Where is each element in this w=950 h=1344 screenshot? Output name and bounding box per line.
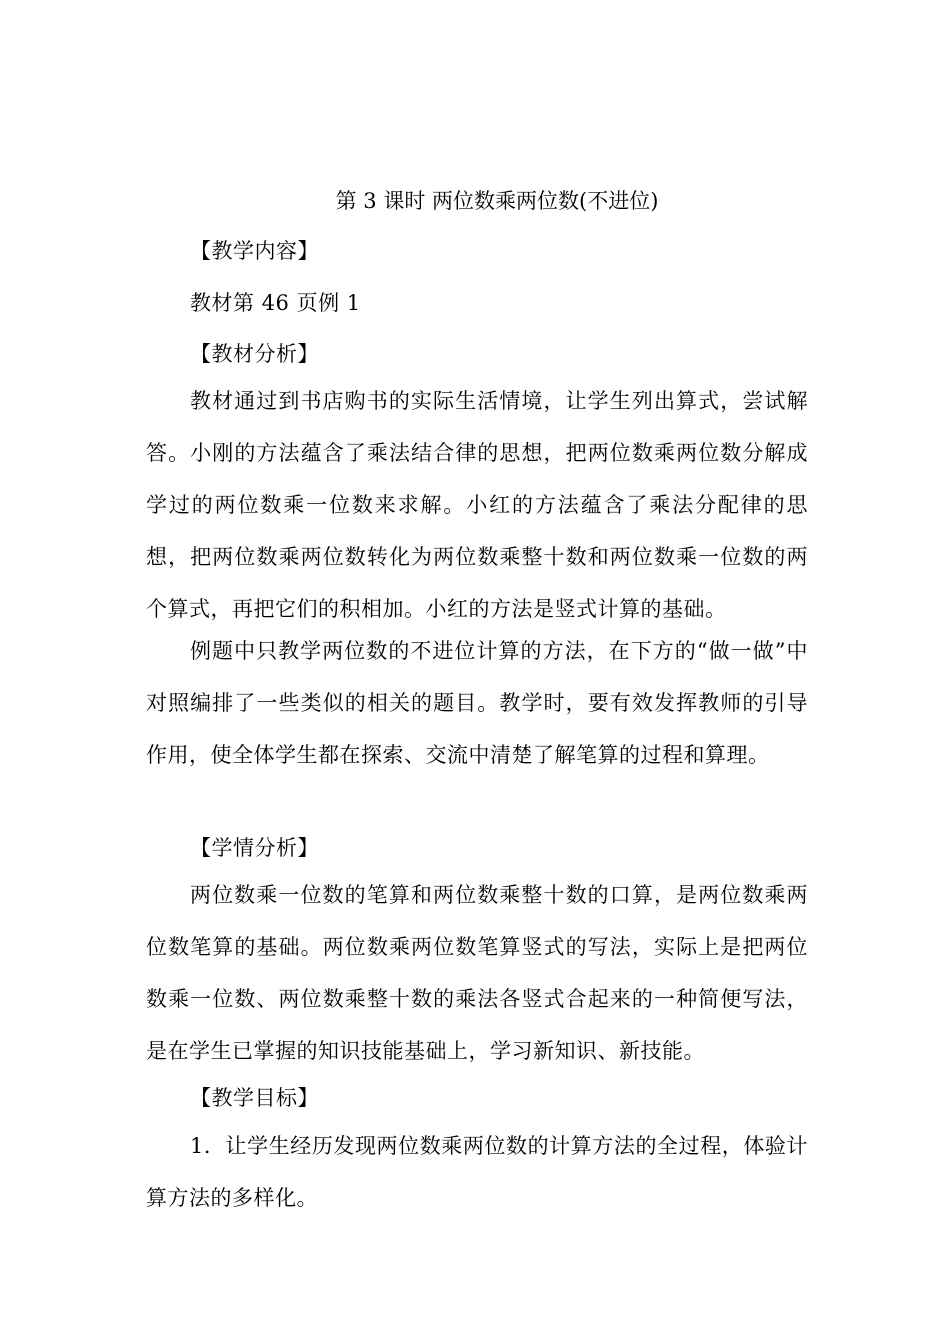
- learning-situation-paragraph: 两位数乘一位数的笔算和两位数乘整十数的口算，是两位数乘两位数笔算的基础。两位数乘两位数笔算竖式的写法，实际上是把两位数乘一位数、两位数乘整十数的乘法各竖式合起来的一种简便写法，是在学生已掌握的知识技能基础上，学习新知识、新技能。: [146, 883, 808, 1063]
- section-heading-teaching-content: 【教学内容】: [190, 239, 319, 263]
- textbook-analysis-paragraph-1: 教材通过到书店购书的实际生活情境，让学生列出算式，尝试解答。小刚的方法蕴含了乘法结合律的思想，把两位数乘两位数分解成学过的两位数乘一位数来求解。小红的方法蕴含了乘法分配律的思想，把两位数乘两位数转化为两位数乘整十数和两位数乘一位数的两个算式，再把它们的积相加。小红的方法是竖式计算的基础。: [146, 389, 808, 621]
- section-heading-textbook-analysis: 【教材分析】: [190, 342, 319, 366]
- textbook-analysis-paragraph-2: 例题中只教学两位数的不进位计算的方法，在下方的“做一做”中对照编排了一些类似的相关的题目。教学时，要有效发挥教师的引导作用，使全体学生都在探索、交流中清楚了解笔算的过程和算理。: [146, 639, 808, 767]
- teaching-content-text: 教材第 46 页例 1: [190, 291, 361, 315]
- section-heading-learning-situation: 【学情分析】: [190, 836, 319, 860]
- teaching-goal-1: 1．让学生经历发现两位数乘两位数的计算方法的全过程，体验计算方法的多样化。: [146, 1134, 808, 1210]
- lesson-title: 第 3 课时 两位数乘两位数(不进位): [335, 189, 659, 213]
- section-heading-teaching-goals: 【教学目标】: [190, 1086, 319, 1110]
